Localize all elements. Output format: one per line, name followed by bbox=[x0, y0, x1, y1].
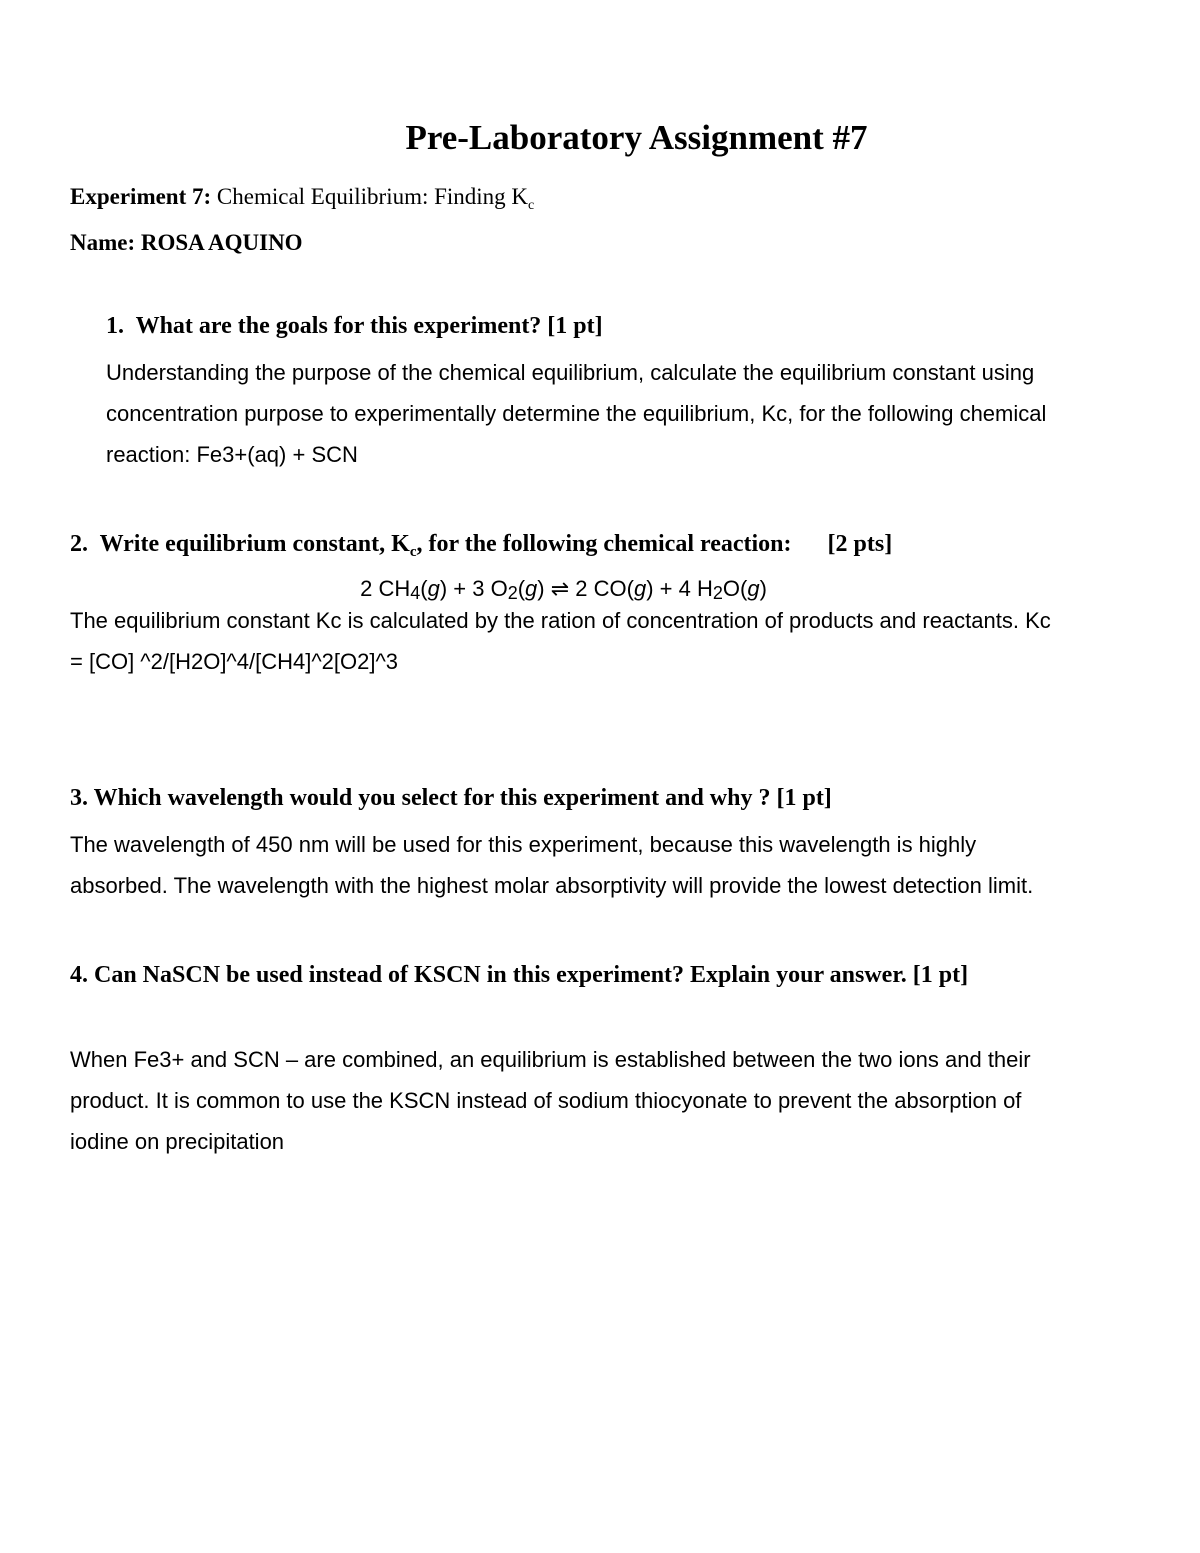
question-number: 1. bbox=[106, 313, 124, 339]
question-text: Which wavelength would you select for this experiment and why ? [1 pt] bbox=[93, 785, 832, 811]
name-line bbox=[70, 230, 303, 256]
question-1 bbox=[106, 313, 603, 340]
answer-line: The equilibrium constant Kc is calculated by the ration of concentration of products and reactants. Kc bbox=[70, 608, 1051, 633]
question-3 bbox=[70, 785, 832, 812]
page-title: Pre-Laboratory Assignment #7 bbox=[405, 118, 868, 157]
answer-line: Understanding the purpose of the chemical equilibrium, calculate the equilibrium constant using bbox=[106, 360, 1035, 385]
chemical-equation: 2 CH4(g) + 3 O2(g) ⇌ 2 CO(g) + 4 H2O(g) bbox=[360, 576, 767, 603]
question-number: 4. bbox=[70, 962, 88, 988]
name-label: Name: bbox=[70, 230, 136, 255]
experiment-subscript: c bbox=[528, 198, 535, 213]
question-4 bbox=[70, 962, 968, 989]
question-points: [2 pts] bbox=[827, 531, 893, 557]
name-value: ROSA AQUINO bbox=[140, 230, 303, 255]
question-subscript: c bbox=[409, 544, 417, 560]
experiment-line bbox=[70, 184, 535, 213]
answer-4 bbox=[70, 1039, 1170, 1162]
question-text-after: , for the following chemical reaction: bbox=[416, 531, 792, 557]
answer-3 bbox=[70, 824, 1170, 906]
answer-line: reaction: Fe3+(aq) + SCN bbox=[106, 442, 358, 467]
experiment-label: Experiment 7: bbox=[70, 184, 212, 209]
question-text: Write equilibrium constant, K bbox=[99, 531, 410, 557]
experiment-value: Chemical Equilibrium: Finding K bbox=[216, 184, 529, 209]
answer-line: product. It is common to use the KSCN instead of sodium thiocyonate to prevent the absorption of bbox=[70, 1088, 1022, 1113]
answer-line: When Fe3+ and SCN – are combined, an equilibrium is established between the two ions and their bbox=[70, 1047, 1031, 1072]
answer-line: The wavelength of 450 nm will be used for this experiment, because this wavelength is highly bbox=[70, 832, 977, 857]
question-text: What are the goals for this experiment? [1 pt] bbox=[135, 313, 603, 339]
answer-line: absorbed. The wavelength with the highest molar absorptivity will provide the lowest detection limit. bbox=[70, 873, 1034, 898]
question-number: 3. bbox=[70, 785, 88, 811]
question-number: 2. bbox=[70, 531, 88, 557]
answer-2 bbox=[70, 600, 1170, 682]
answer-1 bbox=[106, 352, 1166, 475]
answer-line: iodine on precipitation bbox=[70, 1129, 285, 1154]
answer-line: concentration purpose to experimentally determine the equilibrium, Kc, for the following chemical bbox=[106, 401, 1047, 426]
question-2 bbox=[70, 531, 892, 558]
answer-line: = [CO] ^2/[H2O]^4/[CH4]^2[O2]^3 bbox=[70, 649, 399, 674]
question-text: Can NaSCN be used instead of KSCN in this experiment? Explain your answer. [1 pt] bbox=[94, 962, 969, 988]
